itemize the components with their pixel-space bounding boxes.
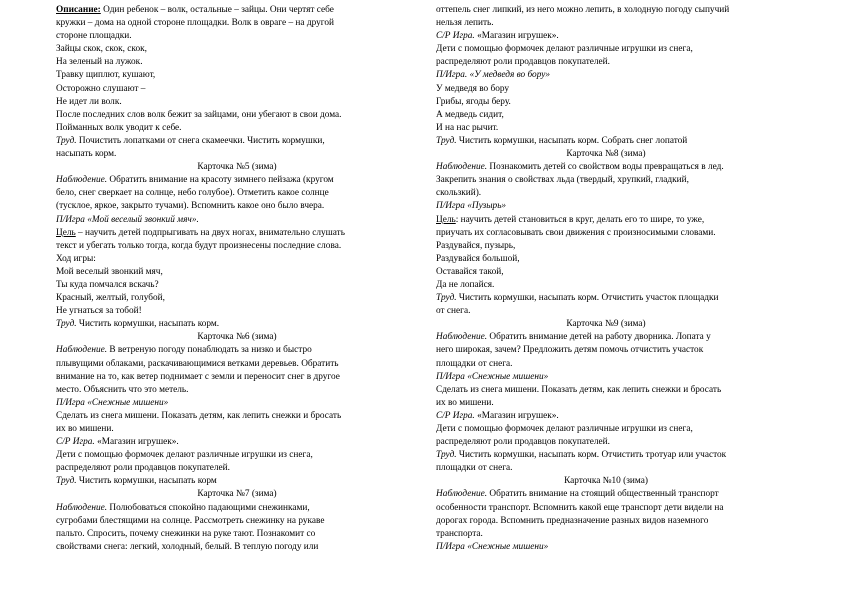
line-text: В ветреную погоду понаблюдать за низко и быстро [107,345,312,356]
section-label: П/Игра «Снежные мишени» [436,541,549,552]
left-column [56,4,418,554]
text-line [436,227,776,240]
text-line [56,423,418,436]
line-text: Раздувайся, пузырь, [436,240,516,251]
line-text: И на нас рычит. [436,122,499,133]
card-title: Карточка №7 (зима) [197,489,277,500]
section-label: Наблюдение. [56,502,108,513]
line-text: Дети с помощью формочек делают различные игрушки из снега, [56,450,313,461]
line-text: Оставайся такой, [436,266,504,277]
line-text: У медведя во бору [436,83,510,94]
line-text: их во мишени. [436,397,494,408]
text-line [436,109,776,122]
text-line [436,56,776,69]
line-text: площадки от снега. [436,463,513,474]
text-line [56,292,418,305]
text-line [56,528,418,541]
line-text: Не идет ли волк. [56,96,122,107]
text-line [56,502,418,515]
section-label: Труд. [56,476,77,487]
line-text: Да не лопайся. [436,279,495,290]
underlined-label: Описание: [56,5,101,15]
text-line [436,528,776,541]
line-text: распределяют роли продавцов покупателей. [436,57,610,68]
text-line [436,214,776,227]
line-text: скользкий). [436,188,482,199]
text-line [436,200,776,213]
line-text: Зайцы скок, скок, скок, [56,44,147,55]
line-text: их во мишени. [56,424,114,434]
text-line [436,502,776,515]
line-text: него широкая, зачем? Предложить детям помочь отчистить участок [436,345,704,356]
section-label: С/Р Игра. [436,410,475,421]
line-text: – научить детей подпрыгивать на двух ногах, внимательно слушать [75,227,345,238]
section-label: Труд. [436,135,457,146]
line-text: Закрепить знания о свойствах льда (твердый, хрупкий, гладкий, [436,175,689,186]
text-line [56,318,418,331]
text-line [56,515,418,528]
line-text: Травку щиплют, кушают, [56,70,156,81]
line-text: А медведь сидит, [436,109,504,120]
text-line [436,17,776,30]
text-line [56,96,418,109]
line-text: Познакомить детей со свойством воды превращаться в лед. [487,162,724,173]
text-line [56,43,418,56]
section-label: Труд. [56,135,77,146]
line-text: свойствами снега: легкий, холодный, белый. В теплую погоду или [56,541,319,552]
text-line [436,96,776,109]
line-text: плывущими облаками, раскачивающимися ветками деревьев. Обратить [56,358,339,369]
line-text: Полюбоваться спокойно падающими снежинками, [107,502,310,513]
line-text: от снега. [436,306,471,317]
card-heading [56,488,418,501]
text-line [56,279,418,292]
section-label: Наблюдение. [436,162,488,173]
line-text: Сделать из снега мишени. Показать детям, как лепить снежки и бросать [56,410,342,421]
line-text: нельзя лепить. [436,18,494,29]
text-line [56,4,418,17]
section-label: Наблюдение. [56,345,108,356]
line-text: особенности транспорт. Вспомнить какой еще транспорт дети видели на [436,502,724,513]
text-line [436,462,776,475]
text-line [56,240,418,253]
text-line [56,148,418,161]
text-line [436,449,776,462]
text-line [56,174,418,187]
text-line [436,69,776,82]
line-text: Не угнаться за тобой! [56,306,142,317]
line-text: Чистить кормушки, насыпать корм [76,476,217,487]
text-line [56,69,418,82]
text-line [436,331,776,344]
text-line [56,449,418,462]
line-text: Чистить кормушки, насыпать корм. Отчистить участок площадки [456,293,719,304]
text-line [56,305,418,318]
card-title: Карточка №10 (зима) [564,476,648,487]
section-label: Труд. [436,293,457,304]
card-title: Карточка №6 (зима) [197,332,277,343]
line-text: Ход игры: [56,253,96,264]
line-text: Грибы, ягоды беру. [436,96,511,107]
card-heading [436,475,776,488]
text-line [56,135,418,148]
text-line [436,292,776,305]
line-text: дорогах города. Вспомнить предназначение разных видов наземного [436,515,709,526]
line-text: Чистить кормушки, насыпать корм. Отчистить тротуар или участок [456,450,727,461]
text-line [436,279,776,292]
section-label: Труд. [436,450,457,461]
section-label: П/Игра «Мой веселый звонкий мяч». [56,214,199,225]
line-text: Дети с помощью формочек делают различные игрушки из снега, [436,424,693,434]
section-label: П/Игра «Снежные мишени» [436,371,549,382]
line-text: : научить детей становиться в круг, делать его то шире, то уже, [455,214,705,225]
line-text: (тусклое, яркое, закрыто тучами). Вспомнить какое оно было вчера. [56,201,325,212]
text-line [56,17,418,30]
text-line [56,384,418,397]
line-text: Пойманных волк уводит к себе. [56,122,182,133]
line-text: место. Объяснить что это метель. [56,384,189,395]
section-label: П/Игра «Пузырь» [436,201,507,212]
card-heading [436,148,776,161]
line-text: текст и убегать только тогда, когда будут произнесены последние слова. [56,240,342,251]
line-text: оттепель снег липкий, из него можно лепить, в холодную погоду сыпучий [436,5,730,15]
text-line [436,187,776,200]
text-line [436,122,776,135]
text-line [56,541,418,554]
line-text: насыпать корм. [56,149,117,160]
line-text: «Магазин игрушек». [94,437,179,448]
text-line [56,410,418,423]
text-line [436,43,776,56]
text-line [436,397,776,410]
line-text: Обратить внимание на стоящий общественный транспорт [487,489,719,500]
text-line [436,371,776,384]
text-line [436,515,776,528]
text-line [436,135,776,148]
text-line [56,344,418,357]
text-line [56,227,418,240]
text-line [56,109,418,122]
section-label: П/Игра «Снежные мишени» [56,397,169,408]
line-text: внимание на то, как ветер поднимает с земли и переносит снег в другое [56,371,340,382]
text-line [56,214,418,227]
section-label: Труд. [56,319,77,330]
line-text: Обратить внимание детей на работу дворника. Лопата у [487,332,711,343]
line-text: стороне площадки. [56,31,132,42]
line-text: Осторожно слушают – [56,83,146,94]
section-label: Наблюдение. [436,489,488,500]
text-line [436,436,776,449]
line-text: приучать их согласовывать свои движения с произносимыми словами. [436,227,716,238]
line-text: «Магазин игрушек». [474,31,559,42]
text-line [436,488,776,501]
text-line [436,253,776,266]
line-text: Мой веселый звонкий мяч, [56,266,163,277]
text-line [56,371,418,384]
line-text: пальто. Спросить, почему снежинки на руке тают. Познакомит со [56,528,316,539]
text-line [436,358,776,371]
section-label: П/Игра. «У медведя во бору» [436,70,551,81]
line-text: распределяют роли продавцов покупателей. [436,437,610,448]
text-line [56,83,418,96]
text-line [436,305,776,318]
text-line [436,410,776,423]
line-text: Красный, желтый, голубой, [56,293,165,304]
card-title: Карточка №5 (зима) [197,162,277,173]
text-line [436,266,776,279]
card-title: Карточка №8 (зима) [566,149,646,160]
line-text: бело, снег сверкает на солнце, небо голубое). Отметить какое солнце [56,188,329,199]
text-line [436,174,776,187]
right-column [436,4,776,554]
text-line [436,240,776,253]
line-text: Ты куда помчался вскачь? [56,279,159,290]
text-line [436,344,776,357]
text-line [56,253,418,266]
text-line [56,462,418,475]
line-text: кружки – дома на одной стороне площадки. Волк в овраге – на другой [56,18,334,29]
underlined-label: Цель [56,227,76,238]
line-text: После последних слов волк бежит за зайцами, они убегают в свои дома. [56,109,342,120]
text-line [436,384,776,397]
card-title: Карточка №9 (зима) [566,319,646,330]
line-text: Почистить лопатками от снега скамеечки. Чистить кормушки, [76,135,325,146]
text-line [56,187,418,200]
text-line [56,56,418,69]
text-line [436,161,776,174]
section-label: Наблюдение. [436,332,488,343]
line-text: Чистить кормушки, насыпать корм. Собрать снег лопатой [456,135,688,146]
line-text: Обратить внимание на красоту зимнего пейзажа (кругом [107,175,334,186]
text-line [436,423,776,436]
text-line [56,358,418,371]
line-text: распределяют роли продавцов покупателей. [56,463,230,474]
line-text: На зеленый на лужок. [56,57,143,68]
line-text: Чистить кормушки, насыпать корм. [76,319,220,330]
text-line [56,436,418,449]
text-line [436,83,776,96]
card-heading [56,161,418,174]
section-label: С/Р Игра. [436,31,475,42]
text-line [56,266,418,279]
text-line [56,397,418,410]
line-text: Дети с помощью формочек делают различные игрушки из снега, [436,44,693,55]
line-text: транспорта. [436,528,483,539]
underlined-label: Цель [436,214,456,225]
line-text: сугробами блестящими на солнце. Рассмотреть снежинку на рукаве [56,515,325,526]
card-heading [56,331,418,344]
text-line [56,30,418,43]
line-text: Один ребенок – волк, остальные – зайцы. Они чертят себе [100,5,334,15]
section-label: С/Р Игра. [56,437,95,448]
text-line [436,30,776,43]
line-text: площадки от снега. [436,358,513,369]
line-text: «Магазин игрушек». [474,410,559,421]
text-line [56,475,418,488]
line-text: Сделать из снега мишени. Показать детям, как лепить снежки и бросать [436,384,722,395]
text-line [56,200,418,213]
line-text: Раздувайся большой, [436,253,520,264]
text-line [436,4,776,17]
card-heading [436,318,776,331]
text-line [436,541,776,554]
section-label: Наблюдение. [56,175,108,186]
text-line [56,122,418,135]
